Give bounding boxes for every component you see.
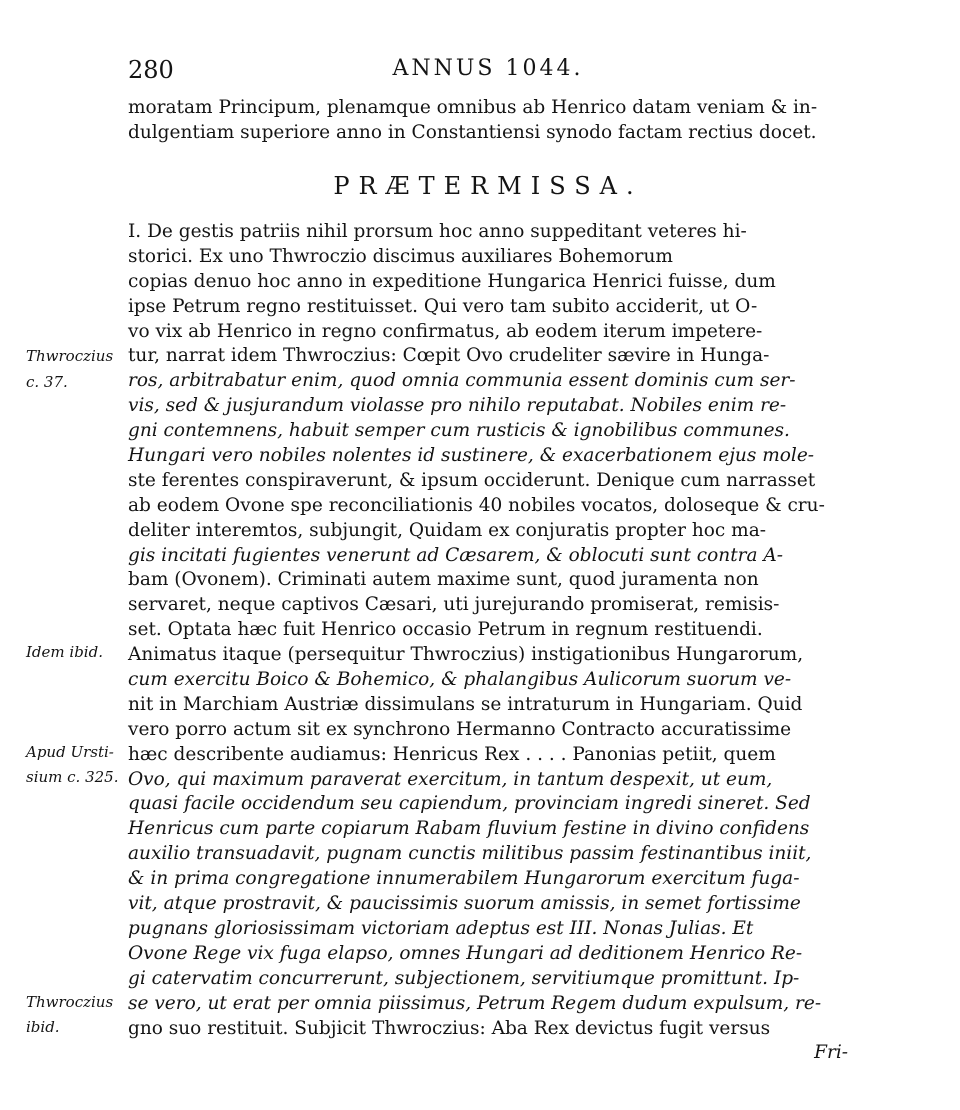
text-line: servaret, neque captivos Cæsari, uti jurejurando promiserat, remisis- [128, 594, 780, 616]
page-number: 280 [128, 56, 174, 84]
text-line: tur, narrat idem Thwroczius: Cœpit Ovo crudeliter sævire in Hunga- [128, 345, 770, 367]
text-line: gno suo restituit. Subjicit Thwroczius: Aba Rex devictus fugit versus [128, 1017, 771, 1039]
text-line: ipse Petrum regno restituisset. Qui vero tam subito acciderit, ut O- [128, 295, 758, 317]
text-line: Ovone Rege vix fuga elapso, omnes Hungari ad deditionem Henrico Re- [128, 942, 803, 964]
text-line: nit in Marchiam Austriæ dissimulans se intraturum in Hungariam. Quid [128, 693, 803, 715]
page-header [128, 56, 848, 88]
text-line: se vero, ut erat per omnia piissimus, Petrum Regem dudum expulsum, re- [128, 992, 822, 1014]
text-line: auxilio transuadavit, pugnam cunctis militibus passim festinantibus iniit, [128, 843, 812, 865]
text-line: pugnans gloriosissimam victoriam adeptus est III. Nonas Julias. Et [128, 917, 754, 939]
text-line: vero porro actum sit ex synchrono Hermanno Contracto accuratissime [128, 718, 792, 740]
margin-note: Apud Ursti- [26, 743, 114, 761]
text-line: & in prima congregatione innumerabilem Hungarorum exercitum fuga- [128, 868, 800, 890]
text-line: cum exercitu Boico & Bohemico, & phalangibus Aulicorum suorum ve- [128, 669, 792, 691]
text-line: dulgentiam superiore anno in Constantiensi synodo factam rectius docet. [128, 121, 817, 143]
text-line: gis incitati fugientes venerunt ad Cæsarem, & oblocuti sunt contra A- [128, 544, 783, 566]
text-line: vo vix ab Henrico in regno confirmatus, ab eodem iterum impetere- [128, 320, 763, 342]
body-text [128, 220, 848, 1066]
text-line: gni contemnens, habuit semper cum rusticis & ignobilibus communes. [128, 420, 790, 442]
text-line: deliter interemtos, subjungit, Quidam ex conjuratis propter hoc ma- [128, 519, 766, 541]
text-line: I. De gestis patriis nihil prorsum hoc anno suppeditant veteres hi- [128, 221, 747, 242]
margin-note: sium c. 325. [26, 768, 119, 786]
intro-paragraph [128, 96, 848, 146]
text-line: bam (Ovonem). Criminati autem maxime sunt, quod juramenta non [128, 569, 759, 591]
margin-notes [26, 220, 136, 1080]
text-line: copias denuo hoc anno in expeditione Hungarica Henrici fuisse, dum [128, 270, 776, 292]
margin-note: ibid. [26, 1018, 60, 1036]
text-line: gi catervatim concurrerunt, subjectionem, servitiumque promittunt. Ip- [128, 967, 800, 989]
text-line: ste ferentes conspiraverunt, & ipsum occiderunt. Denique cum narrasset [128, 469, 816, 491]
text-line: hæc describente audiamus: Henricus Rex . . . . Panonias petiit, quem [128, 743, 776, 765]
text-line: Animatus itaque (persequitur Thwroczius) instigationibus Hungarorum, [128, 644, 804, 666]
text-line: storici. Ex uno Thwroczio discimus auxiliares Bohemorum [128, 245, 673, 267]
margin-note: Thwroczius [26, 347, 114, 365]
running-head: ANNUS 1044. [392, 56, 584, 81]
text-line: ab eodem Ovone spe reconciliationis 40 nobiles vocatos, doloseque & cru- [128, 494, 825, 516]
text-line: moratam Principum, plenamque omnibus ab Henrico datam veniam & in- [128, 97, 818, 118]
text-line: ros, arbitrabatur enim, quod omnia communia essent dominis cum ser- [128, 370, 796, 392]
text-line: quasi facile occidendum seu capiendum, provinciam ingredi sineret. Sed [128, 793, 811, 815]
text-line: vit, atque prostravit, & paucissimis suorum amissis, in semet fortissime [128, 893, 801, 915]
text-line: Ovo, qui maximum paraverat exercitum, in tantum despexit, ut eum, [128, 768, 773, 790]
text-line: set. Optata hæc fuit Henrico occasio Petrum in regnum restituendi. [128, 619, 763, 641]
margin-note: c. 37. [26, 373, 68, 391]
text-line: Hungari vero nobiles nolentes id sustinere, & exacerbationem ejus mole- [128, 445, 815, 467]
margin-note: Thwroczius [26, 993, 114, 1011]
text-line: vis, sed & jusjurandum violasse pro nihilo reputabat. Nobiles enim re- [128, 395, 787, 417]
section-title: PRÆTERMISSA. [333, 172, 643, 200]
catchword: Fri- [814, 1042, 848, 1064]
margin-note: Idem ibid. [26, 643, 103, 661]
text-line: Henricus cum parte copiarum Rabam fluvium festine in divino confidens [128, 818, 810, 840]
